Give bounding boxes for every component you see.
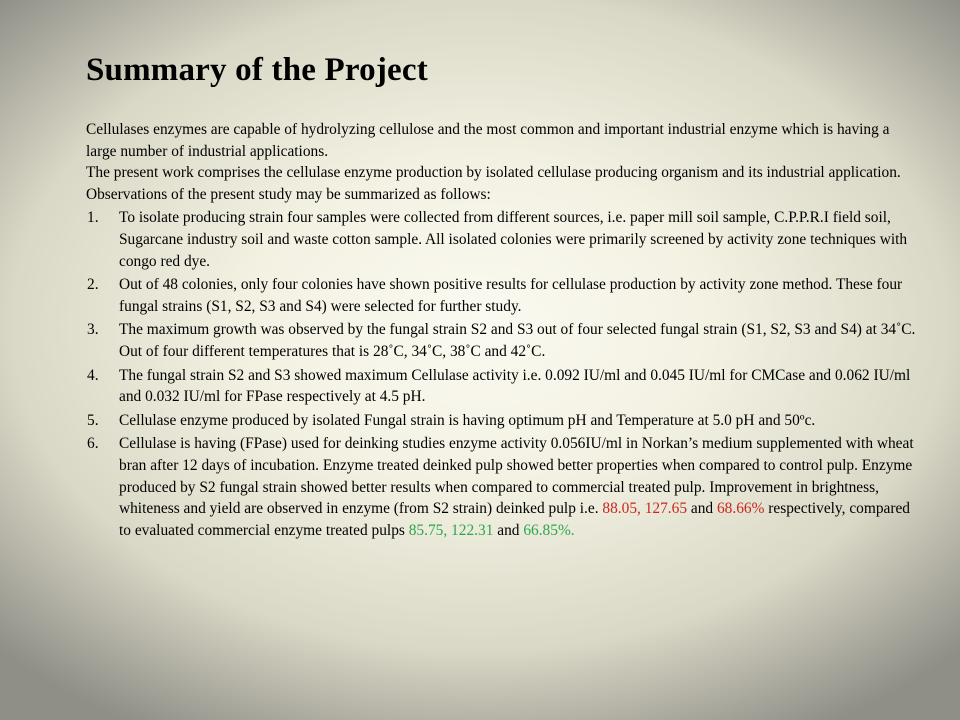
list-item-text-middle: respectively, compared to evaluated commercial enzyme treated pulps (119, 500, 910, 539)
list-item-number: 4. (87, 366, 99, 384)
enzyme-pulp-values: 88.05, 127.65 (602, 500, 688, 518)
list-item-text-start: Cellulase is having (FPase) used for deinking studies enzyme activity 0.056IU/ml in Norkan’s medium supplemented with wheat bran after 12 days of incubation. Enzyme treated deinked pulp showed better properties when compared to control pulp. Enzyme produced by S2 fungal strain showed better results when compared to commercial treated pulp. Improvement in brightness, whiteness and yield are observed in enzyme (from S2 strain) deinked pulp i.e. (119, 435, 914, 518)
list-item-number: 5. (87, 411, 99, 429)
commercial-pulp-yield: 66.85%. (523, 521, 575, 539)
connector-text: and (493, 521, 524, 539)
enzyme-pulp-yield: 68.66% (716, 500, 765, 518)
intro-paragraph-1: Cellulases enzymes are capable of hydrolyzing cellulose and the most common and important industrial enzyme which is having a large number of industrial applications. (86, 121, 890, 160)
list-item (86, 319, 922, 362)
observations-list (86, 207, 922, 541)
slide-body (86, 119, 922, 541)
list-item (86, 207, 922, 272)
list-item-text: Cellulase enzyme produced by isolated Fungal strain is having optimum pH and Temperature at 5.0 pH and 50ºc. (119, 411, 816, 429)
list-item-number: 2. (87, 276, 99, 294)
connector-text: and (687, 500, 717, 518)
slide-title: Summary of the Project (86, 52, 428, 88)
list-item-text: The maximum growth was observed by the fungal strain S2 and S3 out of four selected fungal strain (S1, S2, S3 and S4) at 34˚C. Out of four different temperatures that is 28˚C, 34˚C, 38˚C and 42˚C. (119, 321, 916, 360)
commercial-pulp-values: 85.75, 122.31 (408, 521, 494, 539)
intro-paragraph-2: The present work comprises the cellulase enzyme production by isolated cellulase producing organism and its industrial application. Observations of the present study may be summarized as follows: (86, 164, 901, 203)
list-item (86, 410, 922, 432)
list-item (86, 433, 922, 541)
list-item-text (119, 435, 914, 538)
list-item-number: 1. (87, 209, 99, 227)
list-item-number: 3. (87, 321, 99, 339)
list-item (86, 274, 922, 317)
list-item-text: The fungal strain S2 and S3 showed maximum Cellulase activity i.e. 0.092 IU/ml and 0.045 IU/ml for CMCase and 0.062 IU/ml and 0.032 IU/ml for FPase respectively at 4.5 pH. (119, 366, 911, 406)
list-item-text: To isolate producing strain four samples were collected from different sources, i.e. paper mill soil sample, C.P.P.R.I field soil, Sugarcane industry soil and waste cotton sample. All isolated colonies were primarily screened by activity zone techniques with congo red dye. (119, 209, 908, 270)
list-item-number: 6. (87, 435, 99, 453)
list-item-text: Out of 48 colonies, only four colonies have shown positive results for cellulase production by activity zone method. These four fungal strains (S1, S2, S3 and S4) were selected for further study. (119, 276, 903, 315)
list-item (86, 365, 922, 408)
